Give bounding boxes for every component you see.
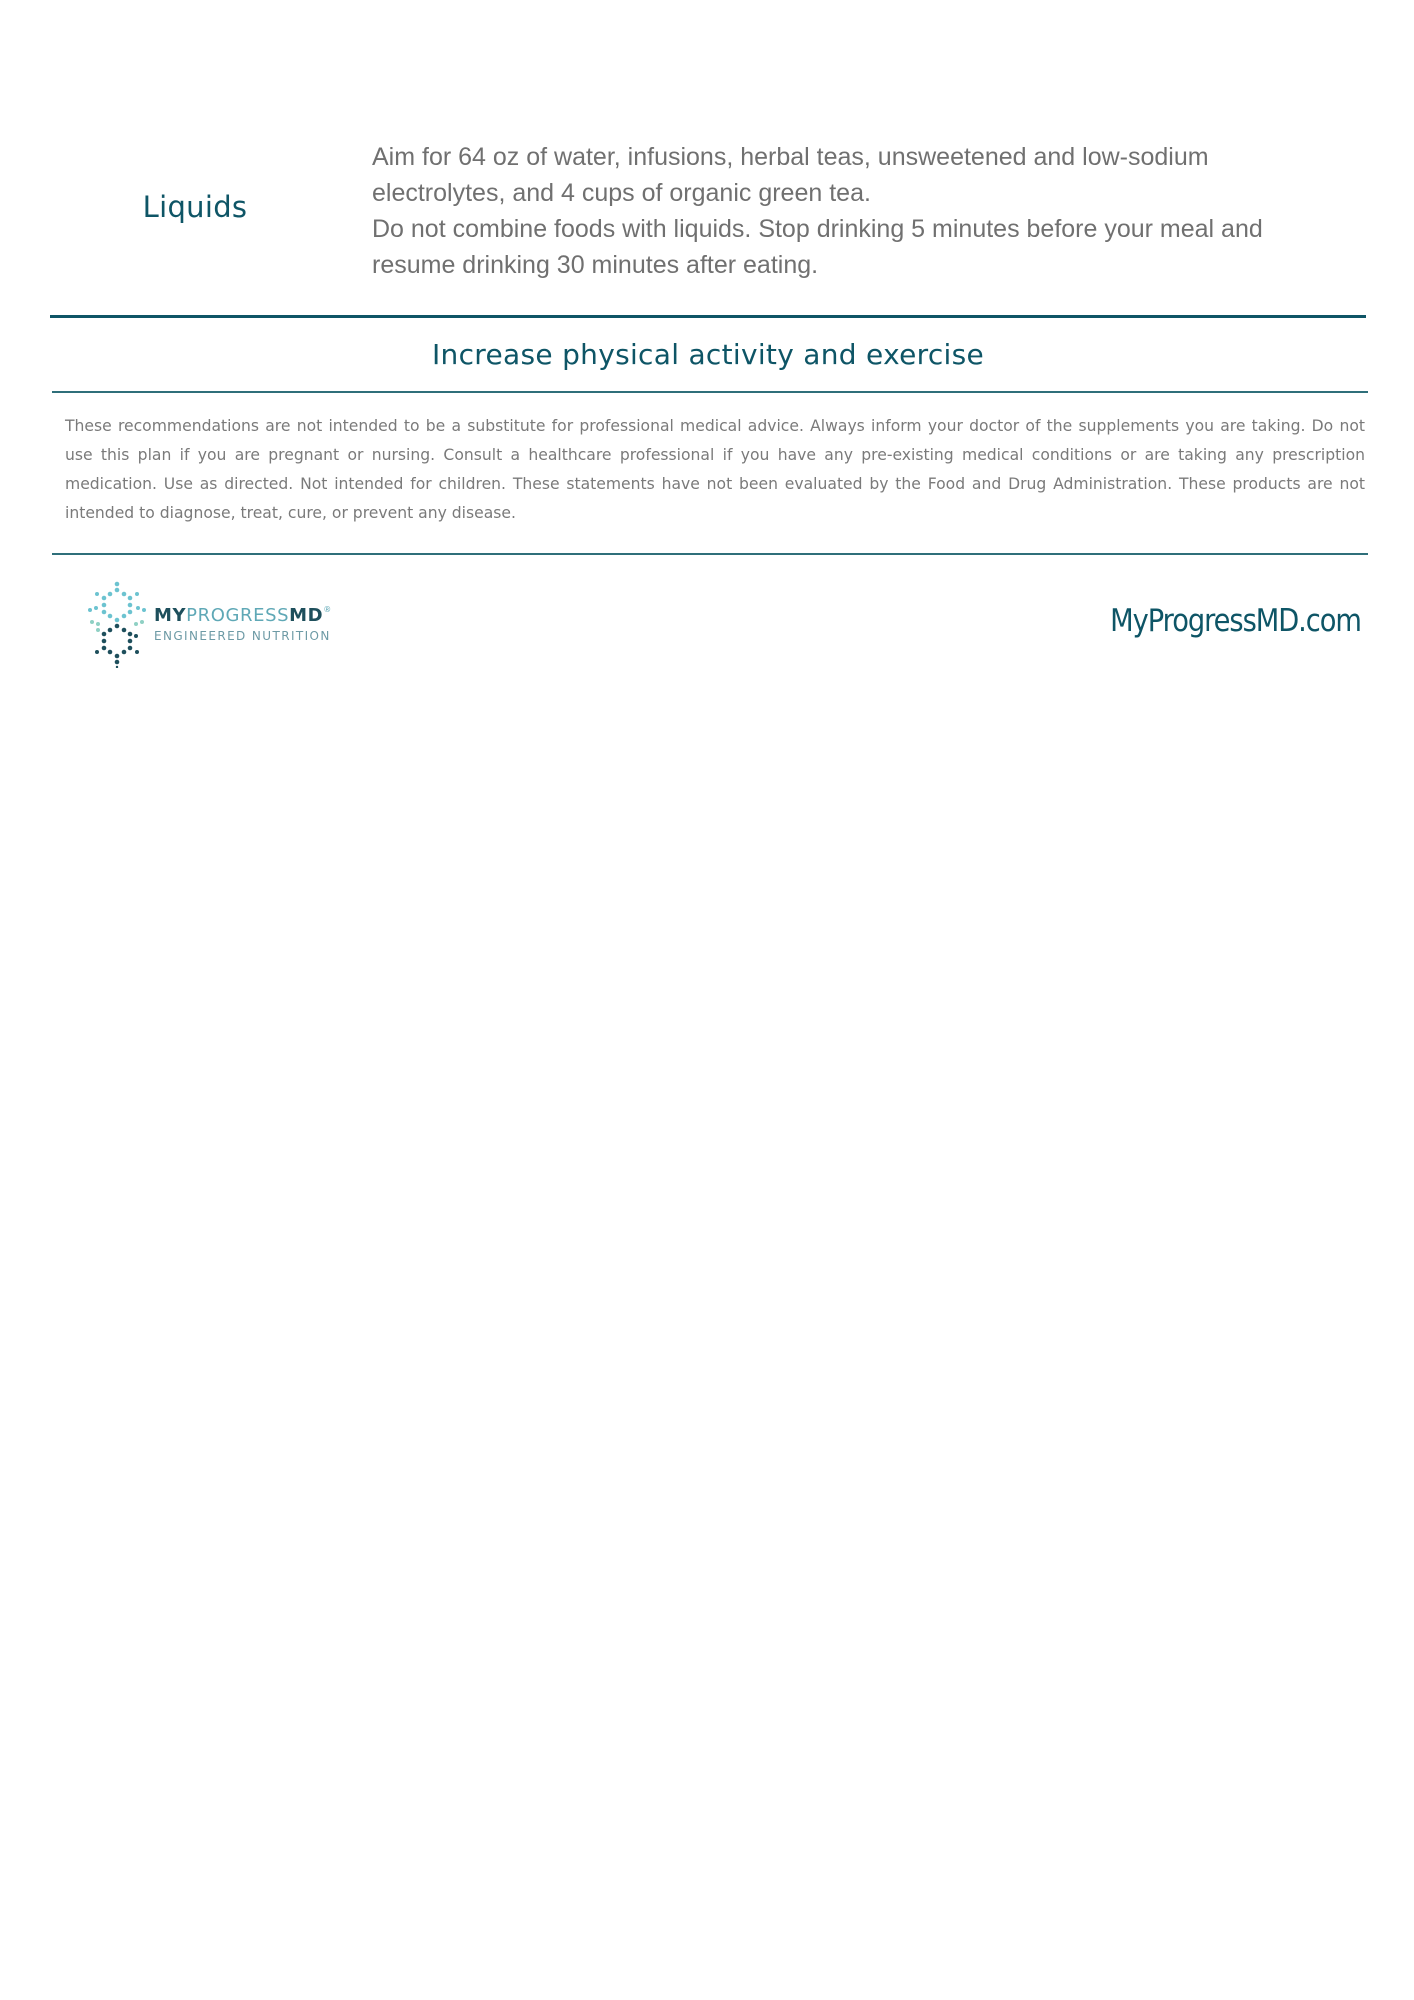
brand-logo <box>84 580 354 670</box>
logo-wordmark-my: MY <box>154 605 187 626</box>
registered-mark: ® <box>323 605 332 614</box>
logo-wordmark-md: MD <box>289 605 324 626</box>
liquids-line-2: Do not combine foods with liquids. Stop drinking 5 minutes before your meal and resume drinking 30 minutes after eating. <box>372 215 1263 279</box>
liquids-description <box>372 139 1332 283</box>
logo-wordmark <box>154 605 332 626</box>
logo-tagline: ENGINEERED NUTRITION <box>154 629 331 643</box>
divider-thick <box>50 315 1366 318</box>
divider-thin-bottom <box>52 553 1368 555</box>
liquids-line-1: Aim for 64 oz of water, infusions, herbal teas, unsweetened and low-sodium electrolytes, and 4 cups of organic green tea. <box>372 143 1209 207</box>
disclaimer-text: These recommendations are not intended to be a substitute for professional medical advice. Always inform your doctor of the supplements you are taking. Do not use this plan if you are pregnant or nursing. Consult a healthcare professional if you have any pre-existing medical conditions or are taking any prescription medication. Use as directed. Not intended for children. These statements have not been evaluated by the Food and Drug Administration. These products are not intended to diagnose, treat, cure, or prevent any disease. <box>65 417 1365 522</box>
divider-thin-top <box>52 391 1368 393</box>
logo-wordmark-progress: PROGRESS <box>186 605 290 626</box>
liquids-label: Liquids <box>142 190 248 224</box>
website-link[interactable]: MyProgressMD.com <box>1110 603 1361 639</box>
section-heading: Increase physical activity and exercise <box>431 338 985 371</box>
molecule-logo-icon <box>84 580 150 668</box>
